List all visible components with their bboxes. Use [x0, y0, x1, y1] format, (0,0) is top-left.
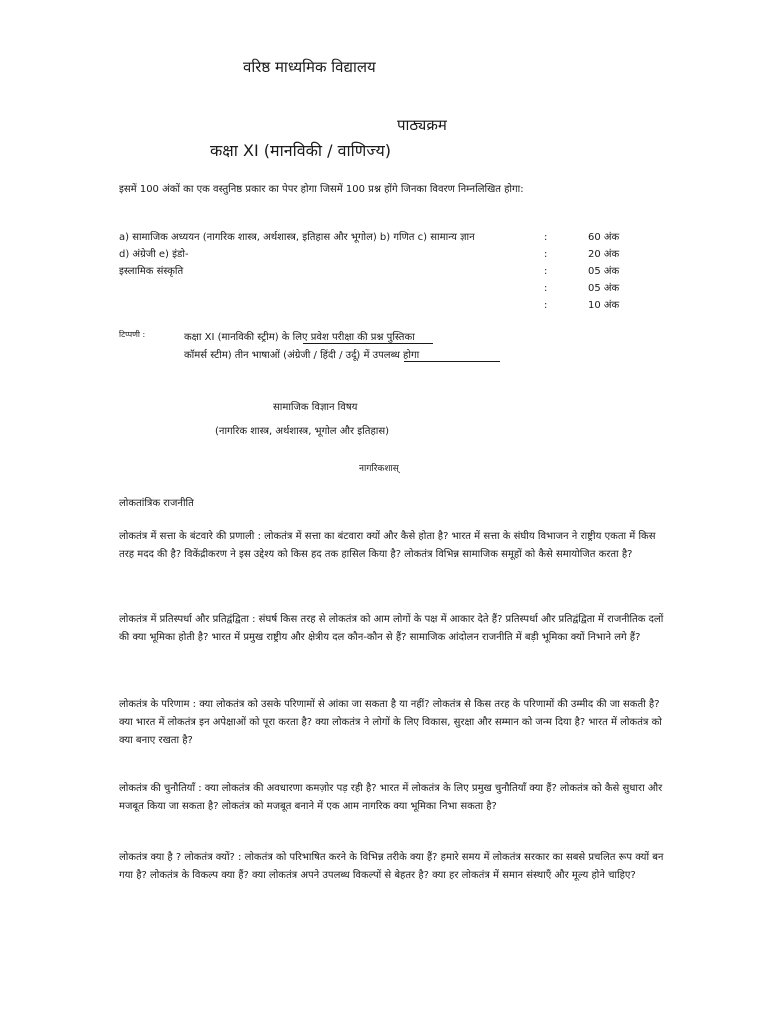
democracy-heading: लोकतांत्रिक राजनीति [119, 498, 194, 509]
marks-column [588, 229, 619, 314]
intro-text: इसमें 100 अंकों का एक वस्तुनिष्ठ प्रकार का पेपर होगा जिसमें 100 प्रश्न होंगे जिनका विवरण निम्नलिखित होगा: [119, 184, 524, 195]
colon: : [544, 266, 548, 277]
marks-value: 10 अंक [588, 300, 620, 311]
colon-column [544, 229, 547, 314]
subject-line: a) सामाजिक अध्ययन (नागरिक शास्त्र, अर्थशास्त्र, इतिहास और भूगोल) b) गणित c) सामान्य ज्ञान [119, 232, 475, 243]
paragraph-what-is-democracy: लोकतंत्र क्या है ? लोकतंत्र क्यों? : लोकतंत्र को परिभाषित करने के विभिन्न तरीके क्या हैं? हमारे समय में लोकतंत्र सरकार का सबसे प्रचलित रूप क्यों बन गया है? लोकतंत्र के विकल्प क्या हैं? क्या लोकतंत्र अपने उपलब्ध विकल्पों से बेहतर है? क्या हर लोकतंत्र में समान संस्थाएँ और मूल्य होने चाहिए? [119, 852, 664, 881]
note-label: टिप्पणी : [119, 330, 146, 339]
paragraph-challenges: लोकतंत्र की चुनौतियाँ : क्या लोकतंत्र की अवधारणा कमज़ोर पड़ रही है? भारत में लोकतंत्र के लिए प्रमुख चुनौतियाँ क्या हैं? लोकतंत्र को कैसे सुधारा और मजबूत किया जा सकता है? लोकतंत्र को मजबूत बनाने में एक आम नागरिक क्या भूमिका निभा सकता है? [119, 783, 663, 812]
marks-value: 20 अंक [588, 249, 620, 260]
civics-heading: नागरिकशास् [359, 464, 399, 474]
school-name: वरिष्ठ माध्यमिक विद्यालय [243, 58, 376, 76]
note-line-2: कॉमर्स स्टीम) तीन भाषाओं (अंग्रेजी / हिंदी / उर्दू) में उपलब्ध होगा [184, 350, 420, 361]
colon: : [544, 300, 548, 311]
colon: : [544, 249, 548, 260]
marks-value: 05 अंक [588, 283, 620, 294]
section-subtitle: (नागरिक शास्त्र, अर्थशास्त्र, भूगोल और इतिहास) [215, 426, 390, 437]
paragraph-power-sharing: लोकतंत्र में सत्ता के बंटवारे की प्रणाली : लोकतंत्र में सत्ता का बंटवारा क्यों और कैसे होता है? भारत में सत्ता के संघीय विभाजन ने राष्ट्रीय एकता में किस तरह मदद की है? विकेंद्रीकरण ने इस उद्देश्य को किस हद तक हासिल किया है? लोकतंत्र विभिन्न सामाजिक समूहों को कैसे समायोजित करता है? [119, 531, 656, 560]
paragraph-competition: लोकतंत्र में प्रतिस्पर्धा और प्रतिद्वंद्विता : संघर्ष किस तरह से लोकतंत्र को आम लोगों के पक्ष में आकार देते हैं? प्रतिस्पर्धा और प्रतिद्वंद्विता में राजनीतिक दलों की क्या भूमिका होती है? भारत में प्रमुख राष्ट्रीय और क्षेत्रीय दल कौन-कौन से हैं? सामाजिक आंदोलन राजनीति में बड़ी भूमिका क्यों निभाने लगे हैं? [119, 614, 664, 643]
section-title: सामाजिक विज्ञान विषय [273, 402, 358, 413]
class-title: कक्षा XI (मानविकी / वाणिज्य) [210, 141, 392, 160]
subject-line: d) अंग्रेजी e) इंडो- [119, 249, 189, 260]
paragraph-outcomes: लोकतंत्र के परिणाम : क्या लोकतंत्र को उसके परिणामों से आंका जा सकता है या नहीं? लोकतंत्र से किस तरह के परिणामों की उम्मीद की जा सकती है? क्या भारत में लोकतंत्र इन अपेक्षाओं को पूरा करता है? क्या लोकतंत्र ने लोगों के लिए विकास, सुरक्षा और सम्मान को जन्म दिया है? भारत में लोकतंत्र को क्या बनाए रखता है? [119, 699, 662, 746]
subject-line: इस्लामिक संस्कृति [119, 266, 184, 277]
syllabus-title: पाठ्यक्रम [397, 116, 447, 134]
marks-value: 60 अंक [588, 232, 620, 243]
note-text [184, 329, 419, 365]
colon: : [544, 232, 548, 243]
note-underline-1 [303, 343, 433, 344]
marks-value: 05 अंक [588, 266, 620, 277]
note-underline-2 [404, 361, 500, 362]
note-line-1: कक्षा XI (मानविकी स्ट्रीम) के लिए प्रवेश परीक्षा की प्रश्न पुस्तिका [184, 332, 415, 343]
subjects-list [119, 229, 475, 280]
colon: : [544, 283, 548, 294]
